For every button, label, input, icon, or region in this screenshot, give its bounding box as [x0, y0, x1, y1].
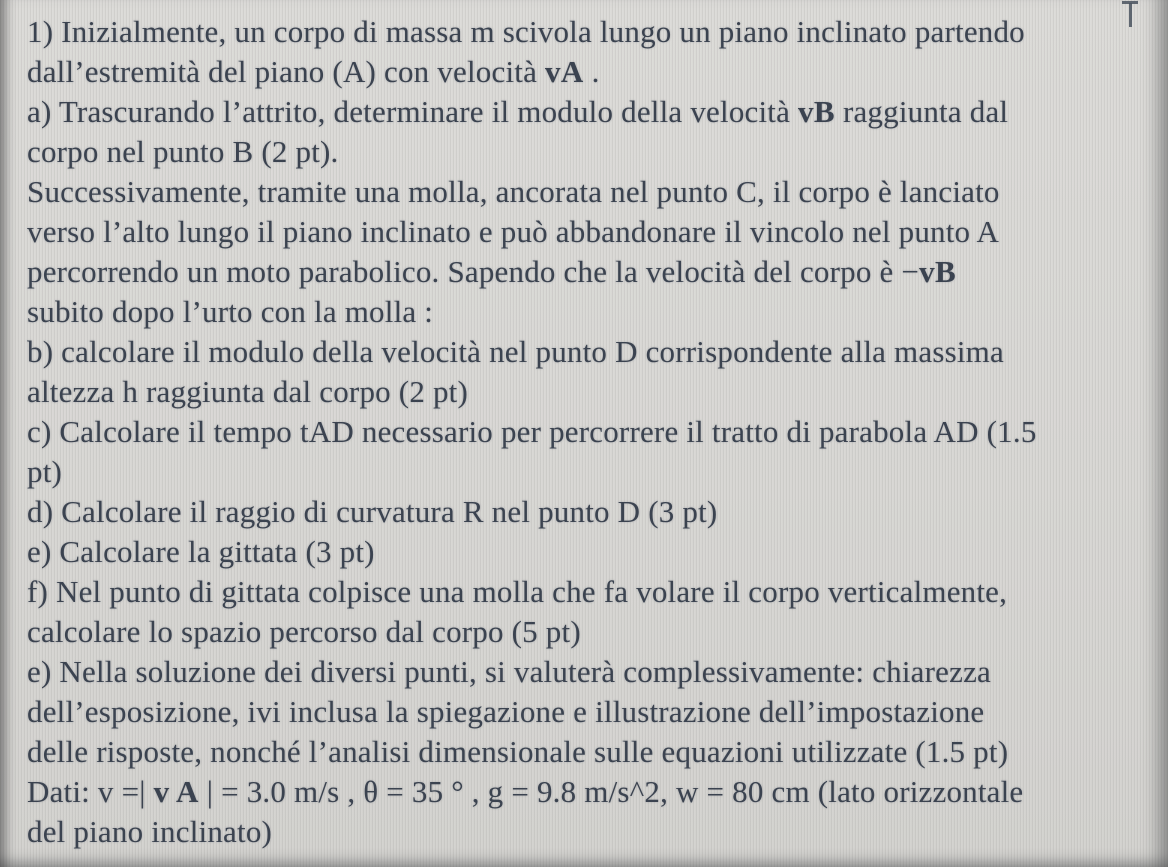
text-line	[27, 492, 1154, 532]
text-line	[27, 332, 1154, 372]
text-segment: corpo nel punto B (2 pt).	[27, 134, 339, 169]
text-segment: del piano inclinato)	[27, 814, 273, 849]
document-text	[27, 12, 1154, 852]
text-line	[27, 812, 1154, 852]
text-line	[27, 692, 1154, 732]
text-line	[27, 612, 1154, 652]
text-line	[27, 92, 1154, 132]
text-segment: e) Nella soluzione dei diversi punti, si valuterà complessivamente: chiarezza	[27, 654, 991, 689]
text-segment: | = 3.0 m/s , θ = 35 ° , g = 9.8 m/s^2, w = 80 cm (lato orizzontale	[198, 774, 1024, 809]
text-segment: Successivamente, tramite una molla, ancorata nel punto C, il corpo è lanciato	[27, 174, 1000, 209]
text-segment: c) Calcolare il tempo tAD necessario per percorrere il tratto di parabola AD (1.5	[27, 414, 1037, 449]
text-segment: altezza h raggiunta dal corpo (2 pt)	[27, 374, 469, 409]
bold-text-segment: vB	[919, 254, 957, 289]
text-segment: 1) Inizialmente, un corpo di massa m scivola lungo un piano inclinato partendo	[27, 14, 1025, 49]
text-line	[27, 292, 1154, 332]
text-line	[27, 732, 1154, 772]
text-segment: b) calcolare il modulo della velocità nel punto D corrispondente alla massima	[27, 334, 1004, 369]
text-line	[27, 132, 1154, 172]
text-segment: d) Calcolare il raggio di curvatura R nel punto D (3 pt)	[27, 494, 718, 529]
text-segment: .	[583, 54, 600, 89]
text-line	[27, 772, 1154, 812]
text-line	[27, 252, 1154, 292]
text-line	[27, 452, 1154, 492]
text-segment: a) Trascurando l’attrito, determinare il modulo della velocità	[27, 94, 799, 129]
text-segment: dell’esposizione, ivi inclusa la spiegazione e illustrazione dell’impostazione	[27, 694, 985, 729]
text-segment: dall’estremità del piano (A) con velocità	[27, 54, 545, 89]
text-segment: f) Nel punto di gittata colpisce una molla che fa volare il corpo verticalmente,	[27, 574, 1008, 609]
text-segment: raggiunta dal	[835, 94, 1009, 129]
text-line	[27, 52, 1154, 92]
text-line	[27, 412, 1154, 452]
text-line	[27, 12, 1154, 52]
bold-text-segment: vB	[798, 94, 835, 129]
bold-text-segment: vA	[544, 54, 584, 89]
text-line	[27, 172, 1154, 212]
text-line	[27, 572, 1154, 612]
text-segment: subito dopo l’urto con la molla :	[27, 294, 434, 329]
text-segment: calcolare lo spazio percorso dal corpo (5 pt)	[27, 614, 581, 649]
text-segment: pt)	[27, 454, 63, 489]
text-segment: delle risposte, nonché l’analisi dimensionale sulle equazioni utilizzate (1.5 pt)	[27, 734, 1009, 769]
bold-text-segment: v A	[153, 774, 199, 809]
text-line	[27, 652, 1154, 692]
text-line	[27, 532, 1154, 572]
text-segment: Dati: v =|	[27, 774, 154, 809]
text-line	[27, 212, 1154, 252]
text-segment: verso l’alto lungo il piano inclinato e può abbandonare il vincolo nel punto A	[27, 214, 1000, 249]
text-segment: percorrendo un moto parabolico. Sapendo che la velocità del corpo è −	[27, 254, 920, 289]
text-line	[27, 372, 1154, 412]
text-segment: e) Calcolare la gittata (3 pt)	[27, 534, 375, 569]
cursor-artifact-stem	[1129, 3, 1132, 27]
cursor-artifact-icon	[1122, 1, 1138, 27]
